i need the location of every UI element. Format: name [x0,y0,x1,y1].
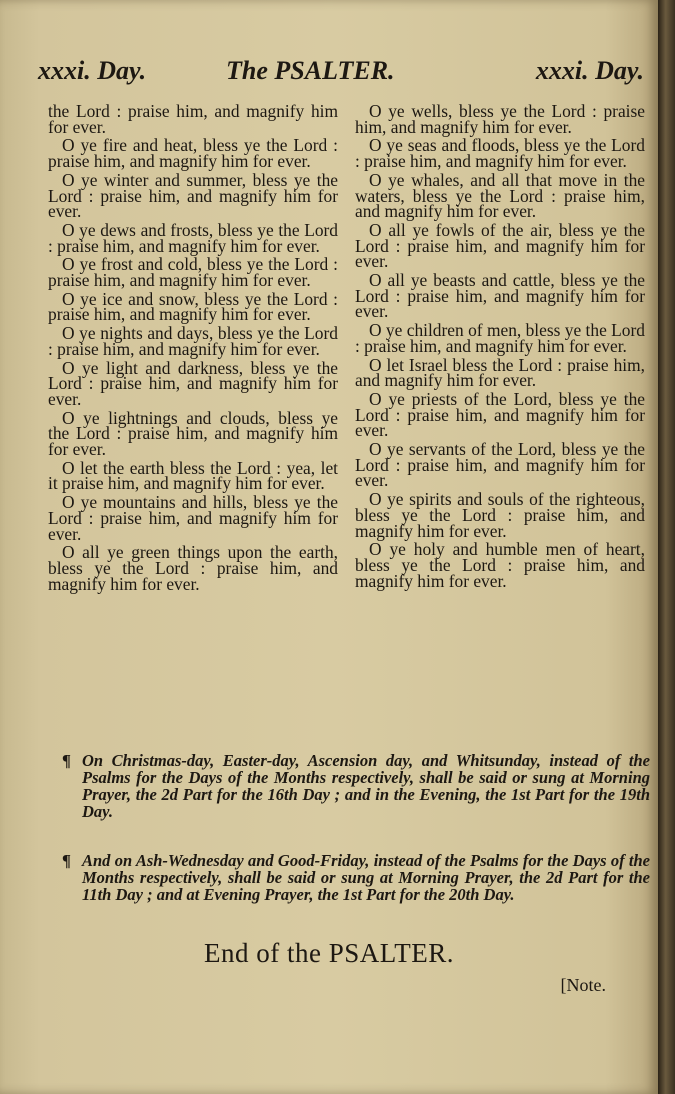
verse: O ye ice and snow, bless ye the Lord : praise him, and magnify him for ever. [48,288,338,325]
rubric-fast-days [62,852,650,903]
end-of-psalter-title: End of the PSALTER. [203,938,454,968]
verse: O ye light and darkness, bless ye the Lord : praise him, and magnify him for ever. [48,357,338,409]
rubric-text: On Christmas-day, Easter-day, Ascension day, and Whitsunday, instead of the Psalms for the Days of the Months respectively, shall be said or sung at Morning Prayer, the 2d Part for the 16th Day ; and in the Evening, the 1st Part for the 19th Day. [82,751,650,821]
right-column [355,101,645,592]
verse: O let the earth bless the Lord : yea, let it praise him, and magnify him for ever. [48,457,338,494]
catchword: [Note. [560,975,606,995]
page-binding-edge [658,0,675,1094]
running-header [38,56,644,92]
verse: O ye frost and cold, bless ye the Lord : praise him, and magnify him for ever. [48,254,338,291]
verse: O ye nights and days, bless ye the Lord : praise him, and magnify him for ever. [48,323,338,359]
header-title: The PSALTER. [226,56,395,85]
header-day-left: xxxi. Day. [38,56,147,85]
left-column [48,101,338,595]
verse: O all ye green things upon the earth, bless ye the Lord : praise him, and magnify him for ever. [48,542,338,594]
rubric-festivals [62,752,650,820]
header-day-right: xxxi. Day. [535,56,644,85]
verse: O ye lightnings and clouds, bless ye the Lord : praise him, and magnify him for ever. [48,407,338,460]
verse: O ye wells, bless ye the Lord : praise him, and magnify him for ever. [355,101,645,137]
pilcrow-icon: ¶ [62,751,71,770]
verse: O all ye beasts and cattle, bless ye the Lord : praise him, and magnify him for ever. [355,270,645,322]
verse: O ye servants of the Lord, bless ye the Lord : praise him, and magnify him for ever. [355,439,645,491]
verse: O ye children of men, bless ye the Lord : praise him, and magnify him for ever. [355,320,645,356]
verse: O ye mountains and hills, bless ye the Lord : praise him, and magnify him for ever. [48,492,338,544]
verse: O ye dews and frosts, bless ye the Lord : praise him, and magnify him for ever. [48,219,338,256]
verse: O ye whales, and all that move in the waters, bless ye the Lord : praise him, and magnify him for ever. [355,169,645,222]
verse: O ye seas and floods, bless ye the Lord : praise him, and magnify him for ever. [355,135,645,172]
pilcrow-icon: ¶ [62,851,71,870]
verse: O ye winter and summer, bless ye the Lord : praise him, and magnify him for ever. [48,169,338,222]
verse: O all ye fowls of the air, bless ye the Lord : praise him, and magnify him for ever. [355,219,645,272]
verse: O ye fire and heat, bless ye the Lord : praise him, and magnify him for ever. [48,135,338,172]
verse: O let Israel bless the Lord : praise him, and magnify him for ever. [355,354,645,391]
verse: O ye holy and humble men of heart, bless ye the Lord : praise him, and magnify him for ever. [355,539,645,591]
rubric-text: And on Ash-Wednesday and Good-Friday, instead of the Psalms for the Days of the Months respectively, shall be said or sung at Morning Prayer, the 2d Part for the 11th Day ; and at Evening Prayer, the 1st Part for the 20th Day. [82,851,650,904]
verse: O ye priests of the Lord, bless ye the Lord : praise him, and magnify him for ever. [355,388,645,441]
verse: O ye spirits and souls of the righteous, bless ye the Lord : praise him, and magnify him for ever. [355,489,645,541]
verse: the Lord : praise him, and magnify him for ever. [48,101,338,137]
